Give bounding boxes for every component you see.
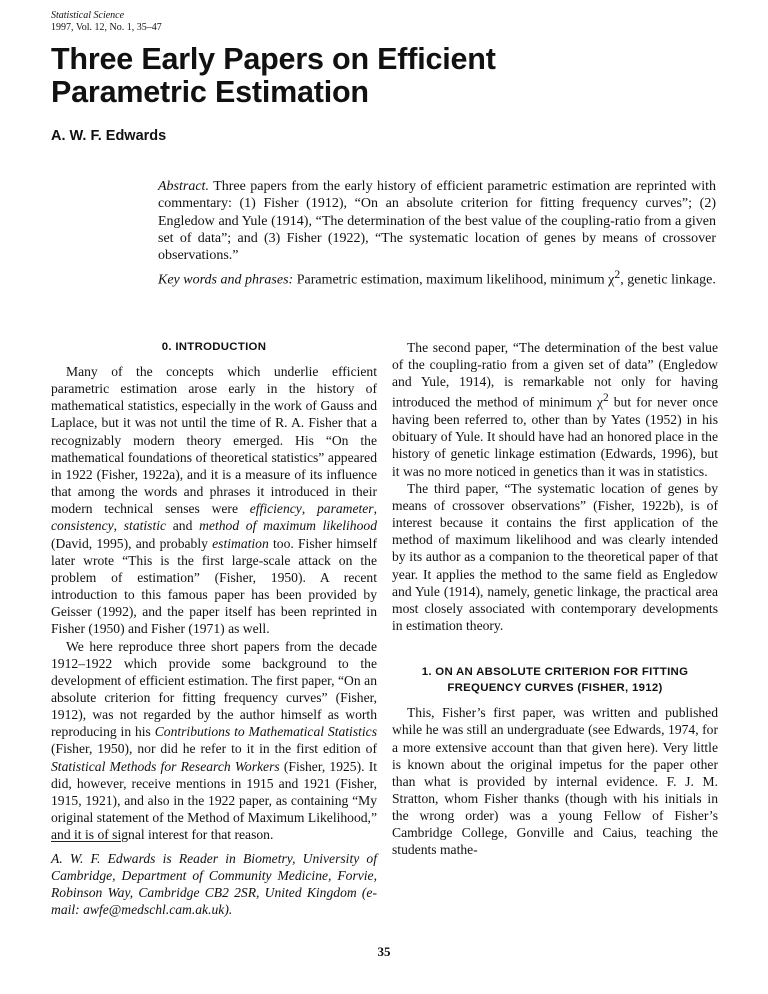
intro-paragraph-3 bbox=[392, 339, 718, 480]
paper-title-line-1: Three Early Papers on Efficient bbox=[51, 42, 496, 76]
page-number: 35 bbox=[377, 944, 391, 959]
abstract-label: Abstract. bbox=[158, 179, 209, 194]
journal-header bbox=[51, 10, 162, 34]
keywords-label: Key words and phrases: bbox=[158, 272, 294, 288]
keywords-superscript: 2 bbox=[614, 268, 621, 281]
intro-p2-text-b: (Fisher, 1950), nor did he refer to it in the first edition of bbox=[51, 741, 377, 757]
sep-4: and bbox=[166, 518, 200, 534]
term-parameter: parameter bbox=[316, 501, 374, 517]
intro-p1-text-a: Many of the concepts which underlie efficient parametric estimation arose early in the history of mathematical statistics, especially in the work of Gauss and Laplace, but it was not until the time of R. A. Fisher that a recognizably modern theory emerged. His “On the mathematical foundations of theoretical statistics” appeared in 1922 (Fisher, 1922a), and it is a measure of its influence that among the words and phrases it introduced in their modern technical senses were bbox=[51, 364, 377, 517]
abstract-text: Three papers from the early history of efficient parametric estimation are reprinted with commentary: (1) Fisher (1912), “On an absolute criterion for fitting frequency curves”; (2) Engledow and Yule (1914), “The determination of the best value of the coupling-ratio from a given set of data”; and (3) Fisher (1922), “The systematic location of genes by means of crossover observations.” bbox=[158, 179, 717, 264]
author-footnote: A. W. F. Edwards is Reader in Biometry, University of Cambridge, Department of Community Medicine, Forvie, Robinson Way, Cambridge CB2 2SR, United Kingdom (e-mail: awfe@medschl.cam.ak.uk). bbox=[51, 851, 377, 917]
sep-1: , bbox=[301, 501, 317, 517]
intro-p1-text-c: too. Fisher himself later wrote “This is the first large-scale attack on the problem of estimation” (Fisher, 1950). A recent introduction to this famous paper has been provided by Geisser (1992), and the paper itself has been reprinted in Fisher (1950) and Fisher (1971) as well. bbox=[51, 535, 377, 637]
footnote-rule bbox=[51, 841, 121, 842]
section-heading-introduction: 0. INTRODUCTION bbox=[161, 341, 267, 353]
left-column bbox=[51, 339, 377, 843]
keywords-text-b: , genetic linkage. bbox=[620, 272, 716, 288]
abstract bbox=[158, 178, 716, 264]
intro-p2-text-a: We here reproduce three short papers from the decade 1912–1922 which provide some background to the development of efficient estimation. The first paper, “On an absolute criterion for fitting frequency curves” (Fisher, 1912), was not regarded by the author himself as worth reproducing in his bbox=[51, 638, 377, 740]
section-heading-fisher-1912-line-1: 1. ON AN ABSOLUTE CRITERION FOR FITTING bbox=[421, 666, 689, 679]
intro-paragraph-4: The third paper, “The systematic location of genes by means of crossover observations” (Fisher, 1922b), is of interest because it contains the first application of the method of maximum likelihood and was clearly intended by its author as a companion to the theoretical paper of that year. It applies the method to the same field as Engledow and Yule (1914), namely, genetic linkage, the practical area most closely associated with contemporary developments in estimation theory. bbox=[392, 480, 718, 634]
intro-p3-text-b: but for never once having been referred to, other than by Yates (1952) in his obituary of Yule. It should have had an honored place in the history of genetic linkage estimation (Edwards, 1996), but it was no more noticed in genetics than it was in statistics. bbox=[392, 395, 718, 479]
journal-name: Statistical Science bbox=[51, 10, 125, 21]
section1-paragraph-1: This, Fisher’s first paper, was written and published while he was still an undergraduate (see Edwards, 1974, for a more extensive account than that given here). Very little is known about the original impetus for the paper other than what is provided by internal evidence. F. J. M. Stratton, whom Fisher thanks (though with his initials in the wrong order) was a young Fellow of Fisher’s Cambridge College, Gonville and Caius, teaching the students mathe- bbox=[392, 705, 718, 858]
title-contributions: Contributions to Mathematical Statistics bbox=[154, 724, 377, 740]
sep-2: , bbox=[373, 501, 378, 517]
term-method-of-maximum-likelihood: method of maximum likelihood bbox=[199, 518, 377, 534]
section-heading-fisher-1912-line-2: FREQUENCY CURVES (FISHER, 1912) bbox=[447, 682, 663, 695]
intro-p1-text-b: (David, 1995), and probably bbox=[51, 535, 213, 551]
section-heading-fisher-1912 bbox=[392, 664, 718, 696]
intro-p3-text-a: The second paper, “The determination of the best value of the coupling-ratio from a given set of data” (Engledow and Yule, 1914), is remarkable not only for having introduced the method of minimum χ bbox=[392, 340, 718, 410]
term-consistency: consistency bbox=[51, 518, 114, 534]
term-statistic: statistic bbox=[123, 518, 167, 534]
paper-title-line-2: Parametric Estimation bbox=[51, 75, 369, 109]
author-name: A. W. F. Edwards bbox=[51, 128, 167, 144]
intro-paragraph-2 bbox=[51, 638, 377, 844]
title-statistical-methods: Statistical Methods for Research Workers bbox=[51, 758, 280, 774]
sep-3: , bbox=[113, 518, 124, 534]
intro-paragraph-1 bbox=[51, 363, 377, 638]
paper-title bbox=[51, 43, 691, 109]
intro-p3-superscript: 2 bbox=[603, 392, 609, 405]
term-estimation: estimation bbox=[212, 535, 269, 551]
keywords-text-a: Parametric estimation, maximum likelihood, minimum χ bbox=[296, 272, 615, 288]
journal-issue: 1997, Vol. 12, No. 1, 35–47 bbox=[51, 22, 162, 33]
right-column bbox=[392, 339, 718, 859]
keywords bbox=[158, 266, 716, 289]
term-efficiency: efficiency bbox=[249, 501, 302, 517]
intro-p2-text-c: (Fisher, 1925). It did, however, receive mentions in 1915 and 1921 (Fisher, 1915, 1921), and also in the 1922 paper, as containing “My original statement of the Method of Maximum Likelihood,” and it is of signal interest for that reason. bbox=[51, 758, 377, 843]
